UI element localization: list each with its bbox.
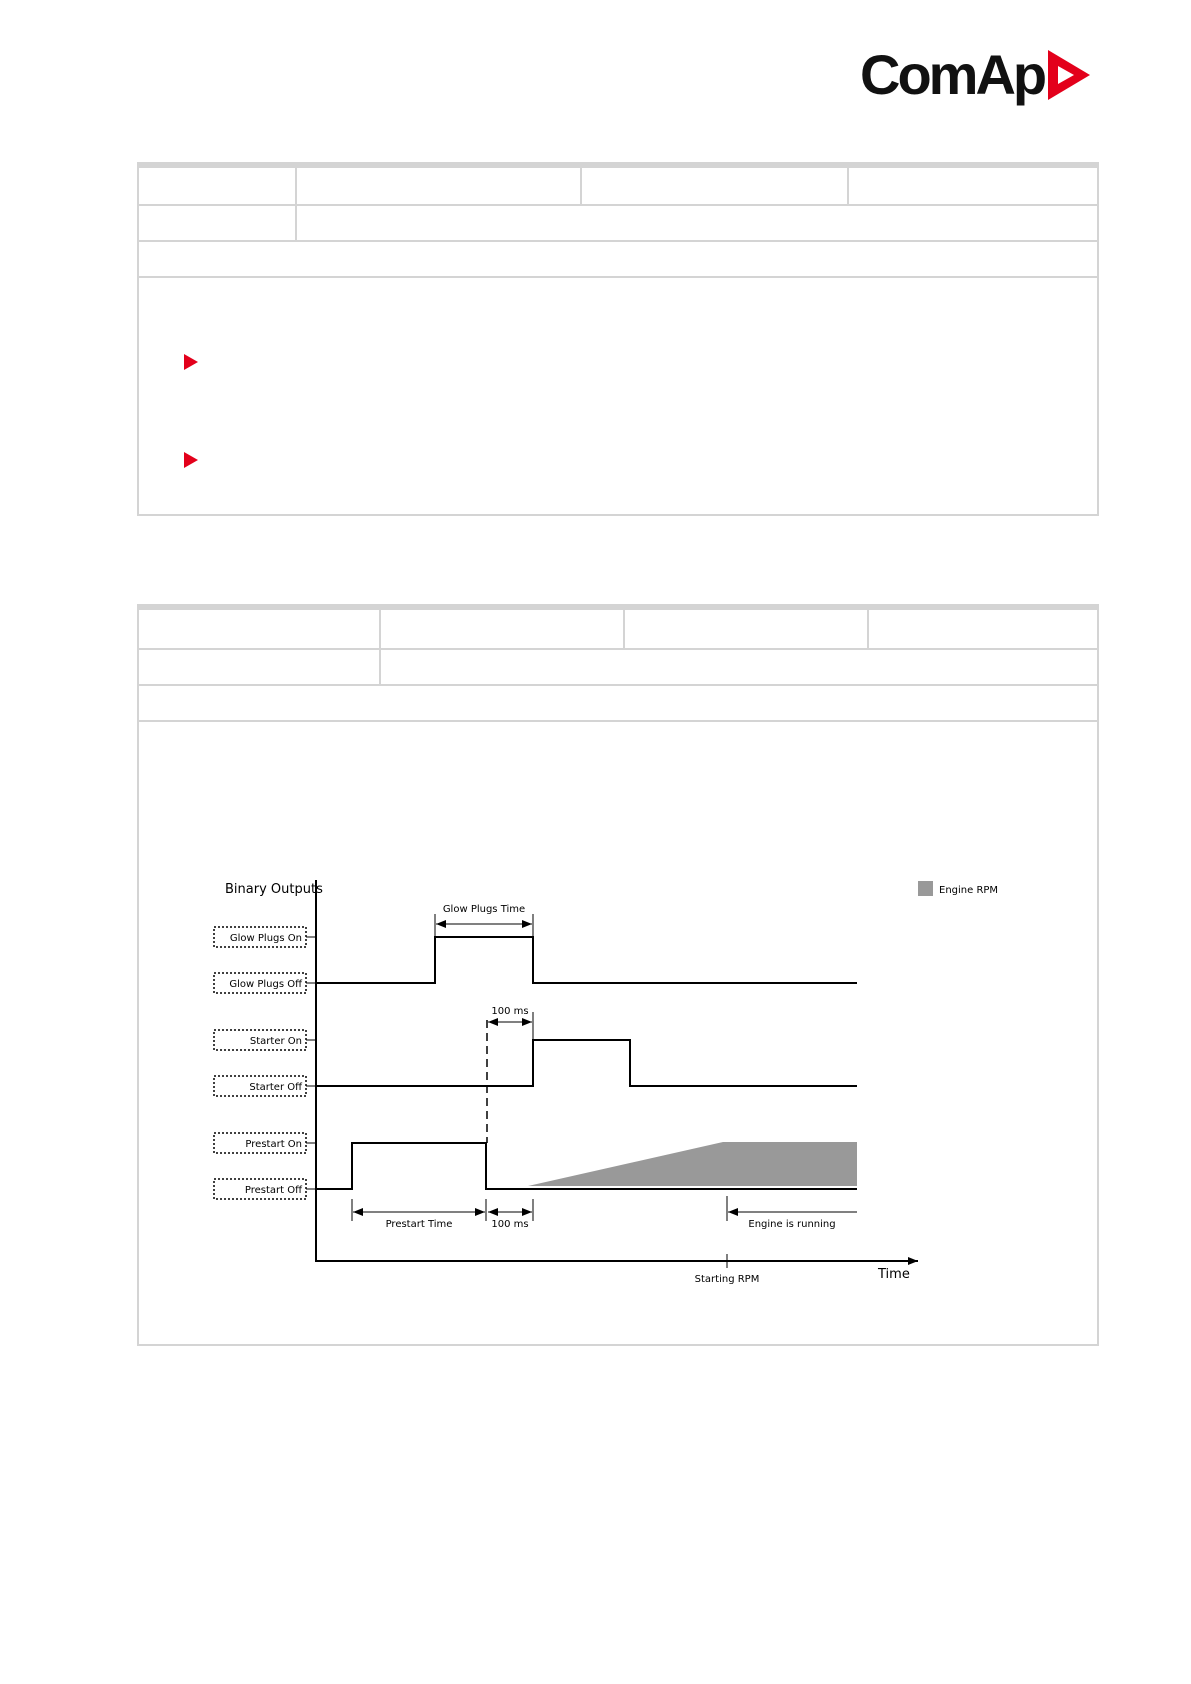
legend-swatch — [918, 881, 933, 896]
svg-text:Starter Off: Starter Off — [249, 1082, 302, 1093]
logo-text: ComAp — [860, 43, 1045, 106]
legend-label: Engine RPM — [939, 885, 999, 896]
svg-text:Prestart On: Prestart On — [245, 1139, 302, 1150]
engine-running-dimension — [727, 1196, 857, 1230]
svg-text:Glow Plugs On: Glow Plugs On — [229, 933, 302, 944]
engine-rpm-area — [528, 1142, 857, 1186]
state-glow-plugs-off — [214, 973, 316, 993]
svg-text:Starter On: Starter On — [249, 1036, 302, 1047]
state-prestart-off — [214, 1179, 316, 1199]
prestart-time-dimension — [352, 1199, 486, 1230]
svg-text:Engine is running: Engine is running — [748, 1219, 836, 1230]
starter-signal — [316, 1040, 857, 1086]
starting-rpm-marker — [695, 1254, 760, 1285]
svg-text:100 ms: 100 ms — [491, 1006, 529, 1017]
state-starter-on — [214, 1030, 316, 1050]
state-prestart-on — [214, 1133, 316, 1153]
delay-bottom-dimension — [488, 1199, 533, 1230]
svg-text:100 ms: 100 ms — [491, 1219, 529, 1230]
x-axis-title: Time — [878, 1267, 910, 1282]
state-starter-off — [214, 1076, 316, 1096]
svg-text:Glow Plugs Off: Glow Plugs Off — [229, 979, 302, 990]
svg-text:Prestart Time: Prestart Time — [385, 1219, 453, 1230]
svg-text:Starting RPM: Starting RPM — [694, 1274, 760, 1285]
glow-plugs-time-dimension — [435, 904, 533, 937]
svg-text:Glow Plugs Time: Glow Plugs Time — [442, 904, 526, 915]
y-axis-title: Binary Outputs — [225, 882, 323, 897]
glow-plugs-signal — [316, 937, 857, 983]
state-glow-plugs-on — [214, 927, 316, 947]
svg-text:Prestart Off: Prestart Off — [244, 1185, 302, 1196]
delay-top-dimension — [488, 1006, 533, 1040]
